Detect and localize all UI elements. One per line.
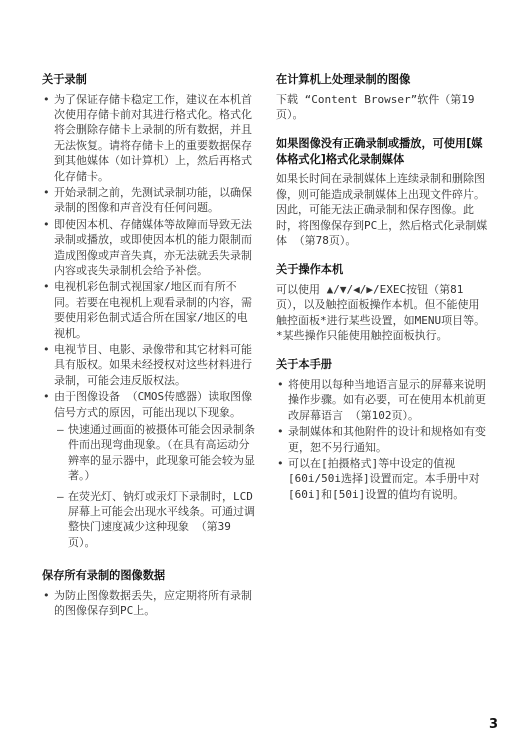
list-item xyxy=(42,92,255,184)
list-item xyxy=(42,588,255,619)
section-heading: 在计算机上处理录制的图像 xyxy=(276,73,411,86)
bullet-list xyxy=(42,588,255,619)
list-item-text: 即使因本机、存储媒体等故障而导致无法录制或播放，或即使因本机的能力限制而造成图像或声音失真，亦无法就丢失录制内容或丧失录制机会给予补偿。 xyxy=(54,217,252,277)
dash-marker: – xyxy=(57,423,64,437)
sub-list xyxy=(54,422,255,550)
list-item-text: 开始录制之前，先测试录制功能，以确保录制的图像和声音没有任何问题。 xyxy=(54,185,252,215)
section-about-recording xyxy=(42,72,255,550)
section-heading: 关于录制 xyxy=(42,73,87,86)
bullet-marker: • xyxy=(277,457,284,470)
list-item-text: 电视机彩色制式视国家/地区而有所不同。若要在电视机上观看录制的内容，需要使用彩色制式适合所在国家/地区的电视机。 xyxy=(54,280,252,340)
page-number: 3 xyxy=(488,717,498,732)
bullet-marker: • xyxy=(43,217,50,231)
bullet-marker: • xyxy=(277,377,284,391)
bullet-marker: • xyxy=(43,390,50,404)
section-save-image-data xyxy=(42,568,255,618)
list-item-text: 由于图像设备 （CMOS传感器）读取图像信号方式的原因，可能出现以下现象。 xyxy=(54,390,253,419)
section-text: 可以使用 ▲/▼/◀/▶/EXEC按钮（第81页），以及触控面板操作本机。但不能使用触控面板*进行某些设置，如MENU项目等。 xyxy=(276,282,486,327)
list-item xyxy=(42,389,255,550)
bullet-marker: • xyxy=(43,343,50,356)
bullet-marker: • xyxy=(43,280,50,294)
list-item-text: 录制媒体和其他附件的设计和规格如有变更，恕不另行通知。 xyxy=(288,425,486,454)
list-item-text: 为了保证存储卡稳定工作，建议在本机首次使用存储卡前对其进行格式化。格式化将会删除存储卡上录制的所有数据，并且无法恢复。请将存储卡上的重要数据保存到其他媒体（如计算机）上，然后再格式化存储卡。 xyxy=(54,92,252,183)
section-text: 如果长时间在录制媒体上连续录制和删除图像，则可能造成录制媒体上出现文件碎片。因此，可能无法正确录制和保存图像。此时，将图像保存到PC上，然后格式化录制媒体 （第78页）。 xyxy=(276,172,488,247)
list-item xyxy=(276,456,488,502)
list-item xyxy=(42,279,255,341)
bullet-marker: • xyxy=(43,588,50,602)
section-operating-unit xyxy=(276,262,488,343)
list-item-text: 电视节目、电影、录像带和其它材料可能具有版权。如果未经授权对这些材料进行录制，可能会违反版权法。 xyxy=(54,343,252,387)
section-heading: 关于本手册 xyxy=(276,358,332,372)
bullet-marker: • xyxy=(43,185,50,199)
list-item-text: 可以在[拍摄格式]等中设定的值视[60i/50i选择]设置而定。本手册中对[60i]和[50i]设置的值均有说明。 xyxy=(288,457,480,501)
section-heading: 保存所有录制的图像数据 xyxy=(42,569,166,583)
list-item xyxy=(42,217,255,279)
section-media-format xyxy=(276,136,488,248)
list-item-text: 将使用以每种当地语言显示的屏幕来说明操作步骤。如有必要，可在使用本机前更改屏幕语言 （第102页）。 xyxy=(288,377,486,422)
list-item xyxy=(42,185,255,216)
list-item-text: 为防止图像数据丢失，应定期将所有录制的图像保存到PC上。 xyxy=(54,588,252,618)
right-column xyxy=(276,72,488,516)
bullet-marker: • xyxy=(277,425,284,439)
sub-list-item xyxy=(54,422,255,484)
list-item xyxy=(276,377,488,423)
section-heading: 如果图像没有正确录制或播放，可使用[媒体格式化]格式化录制媒体 xyxy=(276,137,483,166)
list-item xyxy=(42,342,255,388)
section-heading: 关于操作本机 xyxy=(276,263,344,277)
section-note: *某些操作只能使用触控面板执行。 xyxy=(276,329,448,343)
section-process-on-computer xyxy=(276,72,488,122)
sub-list-item-text: 在荧光灯、钠灯或汞灯下录制时，LCD屏幕上可能会出现水平线条。可通过调整快门速度减少这种现象 （第39页）。 xyxy=(68,489,255,549)
bullet-list xyxy=(42,92,255,551)
sub-list-item-text: 快速通过画面的被摄体可能会因录制条件而出现弯曲现象。（在具有高运动分辨率的显示器中，此现象可能会较为显著。） xyxy=(68,423,255,483)
sub-list-item xyxy=(54,489,255,551)
section-about-manual xyxy=(276,357,488,502)
section-text: 下载 “Content Browser”软件（第19页）。 xyxy=(276,92,475,121)
bullet-marker: • xyxy=(43,92,50,106)
list-item xyxy=(276,424,488,455)
dash-marker: – xyxy=(57,489,64,503)
left-column xyxy=(42,72,255,633)
bullet-list xyxy=(276,377,488,502)
